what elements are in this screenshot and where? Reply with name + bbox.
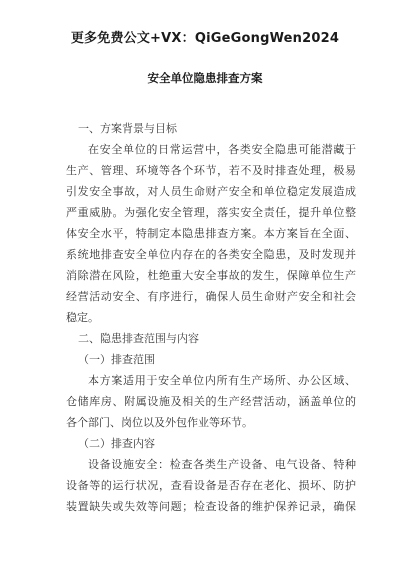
paragraph-line: 经营活动安全、有序进行，确保人员生命财产安全和社会 <box>66 290 356 303</box>
paragraph-line: 装置缺失或失效等问题；检查设备的维护保养记录，确保 <box>66 500 356 513</box>
paragraph-line: 系统地排查安全单位内存在的各类安全隐患，及时发现并 <box>66 248 356 261</box>
paragraph-line: 设备等的运行状况，查看设备是否存在老化、损坏、防护 <box>66 479 356 492</box>
subsection-heading-content: （二）排查内容 <box>78 437 155 450</box>
section-heading-1: 一、方案背景与目标 <box>78 122 177 135</box>
paragraph-line: 本方案适用于安全单位内所有生产场所、办公区域、 <box>88 374 356 387</box>
paragraph-line: 设备设施安全：检查各类生产设备、电气设备、特种 <box>88 458 356 471</box>
paragraph-line: 在安全单位的日常运营中，各类安全隐患可能潜藏于 <box>88 143 356 156</box>
paragraph-line: 体安全水平，特制定本隐患排查方案。本方案旨在全面、 <box>66 227 356 240</box>
paragraph-line: 仓储库房、附属设施及相关的生产经营活动，涵盖单位的 <box>66 395 356 408</box>
document-title: 安全单位隐患排查方案 <box>147 71 263 85</box>
section-heading-2: 二、隐患排查范围与内容 <box>78 332 199 345</box>
paragraph-line: 稳定。 <box>66 311 99 324</box>
paragraph-line: 严重威胁。为强化安全管理，落实安全责任，提升单位整 <box>66 206 356 219</box>
paragraph-line: 引发安全事故，对人员生命财产安全和单位稳定发展造成 <box>66 185 356 198</box>
subsection-heading-scope: （一）排查范围 <box>78 353 155 366</box>
paragraph-line: 生产、管理、环境等各个环节，若不及时排查处理，极易 <box>66 164 356 177</box>
paragraph-line: 消除潜在风险，杜绝重大安全事故的发生，保障单位生产 <box>66 269 356 282</box>
document-body <box>66 118 356 517</box>
paragraph-line: 各个部门、岗位以及外包作业等环节。 <box>66 416 253 429</box>
promo-header: 更多免费公文+VX：QiGeGongWen2024 <box>70 31 340 46</box>
